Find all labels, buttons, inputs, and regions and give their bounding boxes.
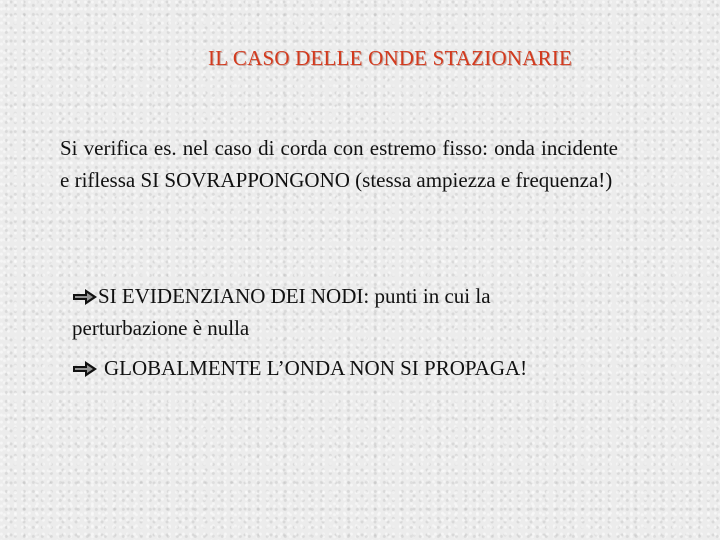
- slide-title-text: IL CASO DELLE ONDE STAZIONARIE: [208, 46, 572, 70]
- bullet-item-nodes: [72, 280, 592, 344]
- bullet-item-propagation: [72, 352, 632, 384]
- slide-title: [0, 46, 720, 71]
- bullet-text-propagation: GLOBALMENTE L’ONDA NON SI PROPAGA!: [104, 356, 528, 380]
- arrow-right-icon: [72, 360, 98, 378]
- bullet-text-nodes: SI EVIDENZIANO DEI NODI: punti in cui la perturbazione è nulla: [72, 284, 491, 340]
- intro-paragraph: Si verifica es. nel caso di corda con estremo fisso: onda incidente e riflessa SI SOVRAPPONGONO (stessa ampiezza e frequenza!): [60, 136, 618, 192]
- arrow-right-icon: [72, 288, 98, 306]
